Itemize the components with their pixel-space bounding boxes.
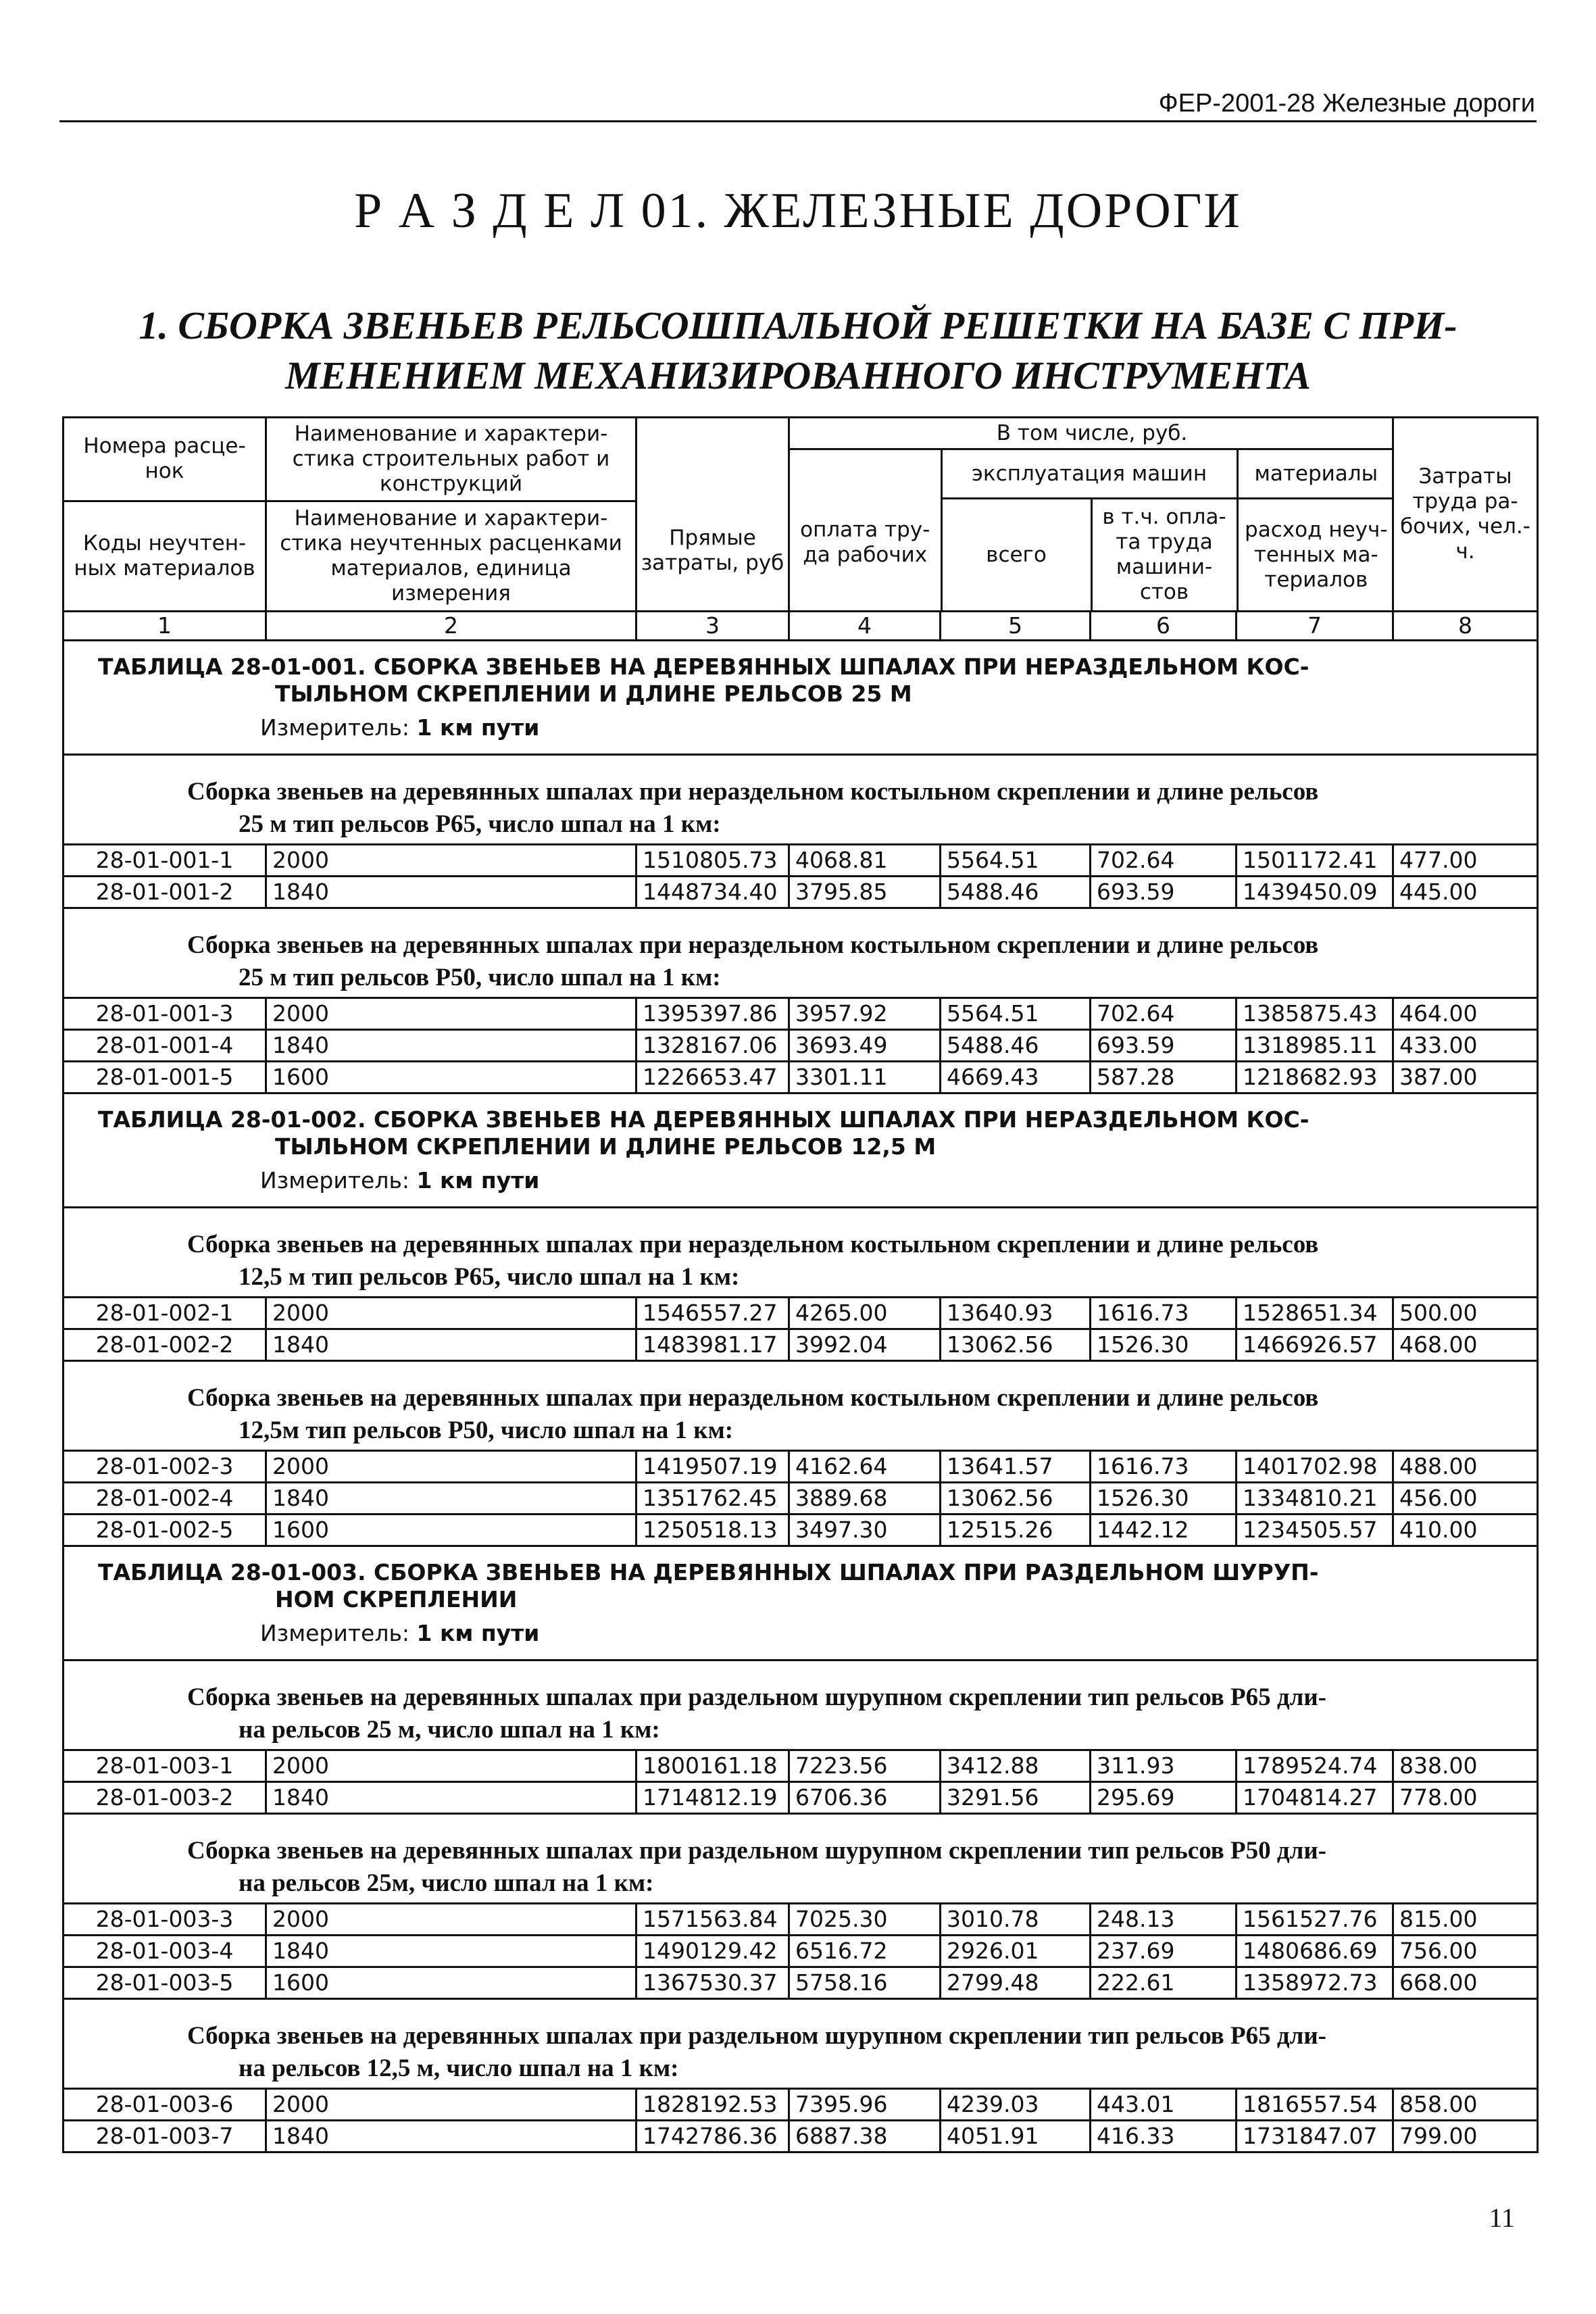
value-cell: 668.00 [1393,1967,1538,1999]
table-row [64,2121,1538,2152]
value-cell: 815.00 [1393,1904,1538,1936]
col-head-material-name: Наименование и характери-стика неучтенных расценками материалов, единица измерения [266,501,637,611]
table-row [64,1515,1538,1546]
measure-label: Измеритель: [260,714,410,741]
value-cell: 6706.36 [789,1782,941,1814]
col-head-worker-pay: оплата тру-да рабочих [790,449,941,611]
measure-unit [98,1613,1503,1655]
value-cell: 1250518.13 [637,1515,789,1546]
value-cell: 6516.72 [789,1936,941,1967]
table-row [64,1451,1538,1483]
value-cell: 4051.91 [941,2121,1091,2152]
value-cell: 13062.56 [941,1483,1091,1515]
page-number: 11 [1489,2202,1515,2233]
value-cell: 3010.78 [941,1904,1091,1936]
table-title-line2: НОМ СКРЕПЛЕНИИ [275,1586,518,1613]
col-head-unaccounted-materials: расход неуч-тенных ма-териалов [1245,517,1388,592]
table-title-line2: ТЫЛЬНОМ СКРЕПЛЕНИИ И ДЛИНЕ РЕЛЬСОВ 25 М [275,681,912,707]
value-cell: 4265.00 [789,1298,941,1329]
rate-code-cell: 28-01-001-3 [64,998,266,1030]
table-row [64,1030,1538,1062]
table-title-line1: ТАБЛИЦА 28-01-002. СБОРКА ЗВЕНЬЕВ НА ДЕРЕВЯННЫХ ШПАЛАХ ПРИ НЕРАЗДЕЛЬНОМ КОС- [98,1106,1310,1133]
col-head-work-name: Наименование и характери-стика строительных работ и конструкций [266,418,637,501]
group-header-line1: Сборка звеньев на деревянных шпалах при нераздельном костыльном скреплении и длине рельсов [187,1384,1319,1412]
value-cell: 1385875.43 [1237,998,1393,1030]
value-cell: 464.00 [1393,998,1538,1030]
value-cell: 410.00 [1393,1515,1538,1546]
group-header-line1: Сборка звеньев на деревянных шпалах при раздельном шурупном скреплении тип рельсов Р50 дли- [187,1837,1326,1865]
col-head-direct-costs: Прямые затраты, руб [637,418,789,612]
table-row [64,1329,1538,1361]
subsection-title-line1: 1. СБОРКА ЗВЕНЬЕВ РЕЛЬСОШПАЛЬНОЙ РЕШЕТКИ НА БАЗЕ С ПРИ- [139,303,1457,347]
section-title: Р А З Д Е Л 01. ЖЕЛЕЗНЫЕ ДОРОГИ [354,183,1242,239]
table-title [64,1093,1538,1208]
value-cell: 858.00 [1393,2089,1538,2121]
value-cell: 1616.73 [1091,1451,1237,1483]
value-cell: 4669.43 [941,1062,1091,1093]
value-cell: 387.00 [1393,1062,1538,1093]
rate-code-cell: 28-01-003-7 [64,2121,266,2152]
value-cell: 1571563.84 [637,1904,789,1936]
col-head-operator-pay: в т.ч. опла-та труда машини-стов [1091,499,1237,611]
group-header-row [64,1814,1538,1904]
value-cell: 1328167.06 [637,1030,789,1062]
rate-code-cell: 28-01-002-1 [64,1298,266,1329]
col-head-machines-total: всего [941,499,1091,611]
group-header-line1: Сборка звеньев на деревянных шпалах при нераздельном костыльном скреплении и длине рельсов [187,778,1319,806]
value-cell: 1526.30 [1091,1329,1237,1361]
value-cell: 799.00 [1393,2121,1538,2152]
table-title-line2: ТЫЛЬНОМ СКРЕПЛЕНИИ И ДЛИНЕ РЕЛЬСОВ 12,5 М [275,1133,937,1160]
value-cell: 1334810.21 [1237,1483,1393,1515]
group-header-line2: 12,5м тип рельсов Р50, число шпал на 1 км: [239,1417,734,1444]
value-cell: 248.13 [1091,1904,1237,1936]
value-cell: 445.00 [1393,877,1538,908]
value-cell: 1419507.19 [637,1451,789,1483]
measure-label: Измеритель: [260,1167,410,1193]
value-cell: 5564.51 [941,998,1091,1030]
value-cell: 1510805.73 [637,845,789,877]
value-cell: 1742786.36 [637,2121,789,2152]
value-cell: 1840 [266,2121,637,2152]
table-row [64,1967,1538,1999]
col-head-labor: Затраты труда ра-бочих, чел.-ч. [1393,418,1538,612]
value-cell: 2926.01 [941,1936,1091,1967]
value-cell: 1401702.98 [1237,1451,1393,1483]
table-row [64,845,1538,877]
col-head-materials: материалы [1237,449,1394,499]
rate-code-cell: 28-01-001-5 [64,1062,266,1093]
value-cell: 1561527.76 [1237,1904,1393,1936]
value-cell: 3301.11 [789,1062,941,1093]
group-header-line2: на рельсов 25 м, число шпал на 1 км: [239,1716,660,1744]
group-header-row [64,1208,1538,1298]
column-number: 3 [637,612,789,641]
subsection-title [101,301,1495,401]
value-cell: 2000 [266,1904,637,1936]
col-head-material-codes: Коды неучтен-ных материалов [64,501,266,611]
value-cell: 3795.85 [789,877,941,908]
value-cell: 1226653.47 [637,1062,789,1093]
value-cell: 1714812.19 [637,1782,789,1814]
value-cell: 1318985.11 [1237,1030,1393,1062]
value-cell: 702.64 [1091,845,1237,877]
value-cell: 1546557.27 [637,1298,789,1329]
value-cell: 1840 [266,877,637,908]
value-cell: 488.00 [1393,1451,1538,1483]
group-header-line1: Сборка звеньев на деревянных шпалах при раздельном шурупном скреплении тип рельсов Р65 дли- [187,1683,1326,1711]
measure-label: Измеритель: [260,1620,410,1646]
value-cell: 13062.56 [941,1329,1091,1361]
value-cell: 1351762.45 [637,1483,789,1515]
value-cell: 1789524.74 [1237,1750,1393,1782]
table-row [64,1062,1538,1093]
rate-code-cell: 28-01-003-3 [64,1904,266,1936]
measure-value: 1 км пути [416,1167,540,1193]
value-cell: 5488.46 [941,1030,1091,1062]
table-title-row [64,641,1538,755]
table-row [64,1483,1538,1515]
value-cell: 1600 [266,1062,637,1093]
price-table-body [64,418,1538,2152]
value-cell: 13641.57 [941,1451,1091,1483]
value-cell: 5488.46 [941,877,1091,908]
group-header [64,1660,1538,1750]
rate-code-cell: 28-01-003-5 [64,1967,266,1999]
value-cell: 416.33 [1091,2121,1237,2152]
value-cell: 1600 [266,1967,637,1999]
value-cell: 2799.48 [941,1967,1091,1999]
value-cell: 1528651.34 [1237,1298,1393,1329]
column-number: 6 [1091,612,1237,641]
value-cell: 1439450.09 [1237,877,1393,908]
value-cell: 4162.64 [789,1451,941,1483]
value-cell: 468.00 [1393,1329,1538,1361]
incl-subheader [790,418,1394,610]
value-cell: 1483981.17 [637,1329,789,1361]
value-cell: 1600 [266,1515,637,1546]
column-number-row [64,612,1538,641]
running-header: ФЕР-2001-28 Железные дороги [1158,89,1535,118]
group-header-row [64,1361,1538,1451]
group-header [64,1361,1538,1451]
col-head-machines: эксплуатация машин [941,449,1237,499]
group-header-row [64,1660,1538,1750]
table-title [64,1546,1538,1660]
price-table [62,416,1539,2153]
value-cell: 3889.68 [789,1483,941,1515]
column-number: 2 [266,612,637,641]
measure-unit [98,708,1503,749]
col-head-rate-numbers: Номера расце-нок [64,418,266,501]
rate-code-cell: 28-01-003-4 [64,1936,266,1967]
value-cell: 295.69 [1091,1782,1237,1814]
table-row [64,1936,1538,1967]
group-header [64,1814,1538,1904]
value-cell: 1704814.27 [1237,1782,1393,1814]
column-number: 8 [1393,612,1538,641]
column-number: 7 [1237,612,1393,641]
group-header-line2: на рельсов 12,5 м, число шпал на 1 км: [239,2054,679,2082]
value-cell: 1840 [266,1936,637,1967]
group-header-line2: 25 м тип рельсов Р65, число шпал на 1 км: [239,810,721,838]
subsection-title-line2: МЕНЕНИЕМ МЕХАНИЗИРОВАННОГО ИНСТРУМЕНТА [285,353,1311,397]
rate-code-cell: 28-01-002-4 [64,1483,266,1515]
rate-code-cell: 28-01-001-1 [64,845,266,877]
value-cell: 693.59 [1091,1030,1237,1062]
value-cell: 1840 [266,1030,637,1062]
value-cell: 1448734.40 [637,877,789,908]
table-row [64,1750,1538,1782]
value-cell: 1616.73 [1091,1298,1237,1329]
value-cell: 838.00 [1393,1750,1538,1782]
value-cell: 1480686.69 [1237,1936,1393,1967]
rate-code-cell: 28-01-001-4 [64,1030,266,1062]
measure-value: 1 км пути [416,714,540,741]
value-cell: 12515.26 [941,1515,1091,1546]
value-cell: 2000 [266,845,637,877]
group-header-row [64,908,1538,998]
group-header-line1: Сборка звеньев на деревянных шпалах при нераздельном костыльном скреплении и длине рельсов [187,1231,1319,1258]
col-head-incl: В том числе, руб. [790,418,1394,449]
value-cell: 7223.56 [789,1750,941,1782]
value-cell: 477.00 [1393,845,1538,877]
rate-code-cell: 28-01-002-3 [64,1451,266,1483]
group-header [64,1208,1538,1298]
value-cell: 6887.38 [789,2121,941,2152]
column-number: 4 [789,612,941,641]
value-cell: 4068.81 [789,845,941,877]
value-cell: 433.00 [1393,1030,1538,1062]
value-cell: 13640.93 [941,1298,1091,1329]
rate-code-cell: 28-01-002-5 [64,1515,266,1546]
value-cell: 1840 [266,1329,637,1361]
value-cell: 222.61 [1091,1967,1237,1999]
value-cell: 3497.30 [789,1515,941,1546]
table-row [64,1298,1538,1329]
value-cell: 3291.56 [941,1782,1091,1814]
value-cell: 778.00 [1393,1782,1538,1814]
value-cell: 3693.49 [789,1030,941,1062]
value-cell: 1840 [266,1483,637,1515]
group-header [64,908,1538,998]
table-row [64,1782,1538,1814]
group-header-line1: Сборка звеньев на деревянных шпалах при раздельном шурупном скреплении тип рельсов Р65 дли- [187,2022,1326,2050]
value-cell: 456.00 [1393,1483,1538,1515]
table-title-row [64,1546,1538,1660]
group-header-line2: на рельсов 25м, число шпал на 1 км: [239,1869,654,1897]
value-cell: 2000 [266,998,637,1030]
value-cell: 1395397.86 [637,998,789,1030]
group-header [64,755,1538,845]
value-cell: 1466926.57 [1237,1329,1393,1361]
rate-code-cell: 28-01-003-2 [64,1782,266,1814]
value-cell: 1731847.07 [1237,2121,1393,2152]
column-number: 5 [941,612,1091,641]
col-head-incl-group [789,418,1393,612]
value-cell: 1828192.53 [637,2089,789,2121]
group-header-line2: 25 м тип рельсов Р50, число шпал на 1 км: [239,964,721,991]
value-cell: 1816557.54 [1237,2089,1393,2121]
measure-unit [98,1160,1503,1202]
value-cell: 1218682.93 [1237,1062,1393,1093]
value-cell: 311.93 [1091,1750,1237,1782]
table-row [64,877,1538,908]
table-row [64,2089,1538,2121]
value-cell: 1367530.37 [637,1967,789,1999]
table-row [64,1904,1538,1936]
value-cell: 3957.92 [789,998,941,1030]
rate-code-cell: 28-01-003-6 [64,2089,266,2121]
value-cell: 2000 [266,2089,637,2121]
value-cell: 500.00 [1393,1298,1538,1329]
header-rule [59,120,1537,122]
value-cell: 237.69 [1091,1936,1237,1967]
value-cell: 756.00 [1393,1936,1538,1967]
value-cell: 7025.30 [789,1904,941,1936]
rate-code-cell: 28-01-003-1 [64,1750,266,1782]
value-cell: 1358972.73 [1237,1967,1393,1999]
table-title-row [64,1093,1538,1208]
value-cell: 1501172.41 [1237,845,1393,877]
column-number: 1 [64,612,266,641]
value-cell: 1840 [266,1782,637,1814]
value-cell: 2000 [266,1451,637,1483]
group-header [64,1999,1538,2089]
value-cell: 1442.12 [1091,1515,1237,1546]
table-title [64,641,1538,755]
value-cell: 4239.03 [941,2089,1091,2121]
value-cell: 5758.16 [789,1967,941,1999]
value-cell: 587.28 [1091,1062,1237,1093]
measure-value: 1 км пути [416,1620,540,1646]
value-cell: 1234505.57 [1237,1515,1393,1546]
rate-code-cell: 28-01-001-2 [64,877,266,908]
group-header-row [64,1999,1538,2089]
group-header-row [64,755,1538,845]
value-cell: 2000 [266,1298,637,1329]
table-title-line1: ТАБЛИЦА 28-01-001. СБОРКА ЗВЕНЬЕВ НА ДЕРЕВЯННЫХ ШПАЛАХ ПРИ НЕРАЗДЕЛЬНОМ КОС- [98,654,1310,680]
group-header-line1: Сборка звеньев на деревянных шпалах при нераздельном костыльном скреплении и длине рельсов [187,931,1319,959]
table-row [64,998,1538,1030]
rate-code-cell: 28-01-002-2 [64,1329,266,1361]
value-cell: 5564.51 [941,845,1091,877]
value-cell: 3992.04 [789,1329,941,1361]
value-cell: 1800161.18 [637,1750,789,1782]
value-cell: 7395.96 [789,2089,941,2121]
value-cell: 1490129.42 [637,1936,789,1967]
value-cell: 1526.30 [1091,1483,1237,1515]
value-cell: 2000 [266,1750,637,1782]
table-title-line1: ТАБЛИЦА 28-01-003. СБОРКА ЗВЕНЬЕВ НА ДЕРЕВЯННЫХ ШПАЛАХ ПРИ РАЗДЕЛЬНОМ ШУРУП- [98,1559,1319,1585]
value-cell: 443.01 [1091,2089,1237,2121]
group-header-line2: 12,5 м тип рельсов Р65, число шпал на 1 км: [239,1263,740,1291]
value-cell: 693.59 [1091,877,1237,908]
value-cell: 3412.88 [941,1750,1091,1782]
value-cell: 702.64 [1091,998,1237,1030]
